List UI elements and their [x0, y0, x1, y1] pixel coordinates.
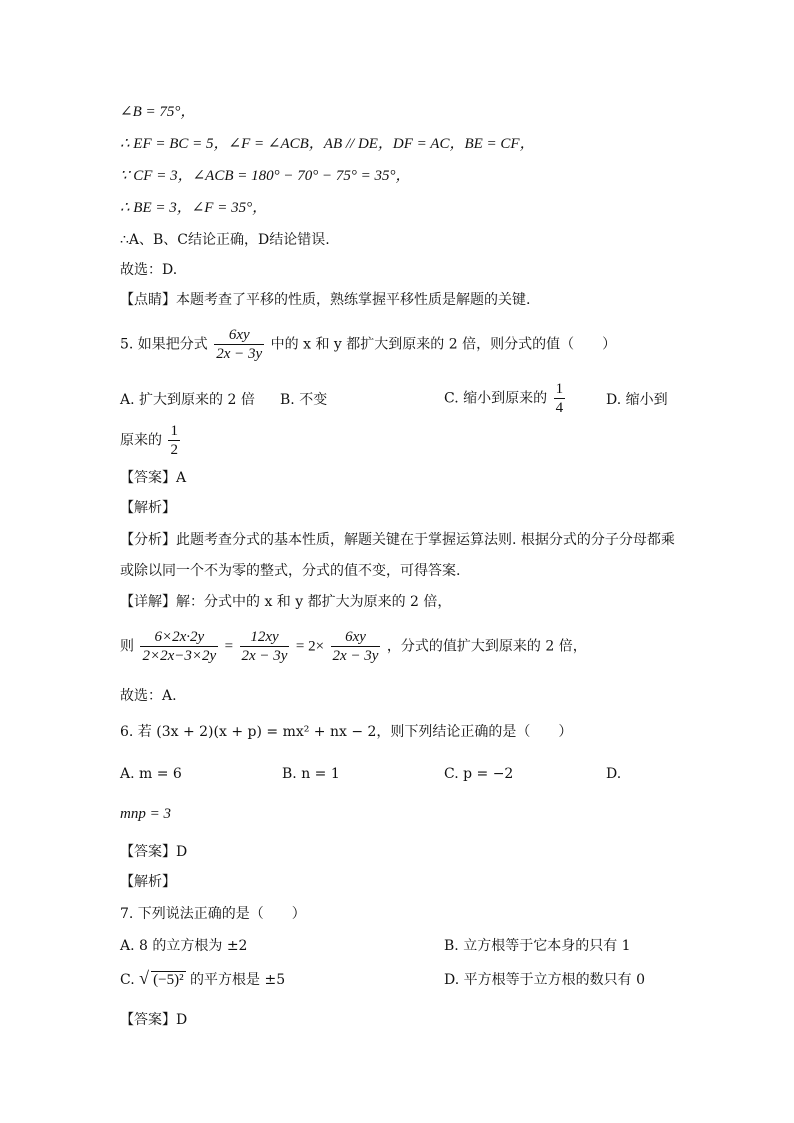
q5-eq-f3-num: 6xy	[331, 628, 381, 647]
q5-eq-prefix: 则	[120, 638, 134, 655]
q5-option-c-fraction	[554, 380, 566, 417]
q5-choose: 故选：A.	[120, 688, 177, 704]
q5-option-d-fraction	[168, 422, 180, 459]
q7-option-a: A. 8 的立方根为 ±2	[120, 938, 248, 954]
q5-option-d: D. 缩小到	[606, 392, 668, 408]
q5-option-c	[444, 380, 567, 417]
q7-option-c-radicand: (−5)²	[153, 972, 184, 988]
q5-eq-f1-den: 2×2x−3×2y	[142, 648, 217, 664]
q5-eq-f3-den: 2x − 3y	[332, 648, 379, 664]
q6-option-a: A. m = 6	[120, 766, 182, 782]
q5-option-a: A. 扩大到原来的 2 倍	[120, 392, 255, 408]
q6-analysis: 【解析】	[120, 874, 176, 890]
q6-stem: 6. 若 (3x + 2)(x + p) = mx² + nx − 2，则下列结论正确的是（ ）	[120, 724, 573, 740]
q5-answer: 【答案】A	[120, 470, 187, 486]
q7-option-c-prefix: C.	[120, 972, 135, 988]
q5-eq-fraction-1	[140, 628, 218, 665]
q5-fenxi-1: 【分析】此题考查分式的基本性质，解题关键在于掌握运算法则. 根据分式的分子分母都乘	[120, 532, 675, 548]
q7-stem: 7. 下列说法正确的是（ ）	[120, 906, 306, 922]
q5-option-d-den: 2	[170, 442, 178, 458]
line-ef-bc: ∴ EF = BC = 5，∠F = ∠ACB，AB // DE，DF = AC，BE = CF，	[120, 136, 535, 152]
q5-eq-fraction-2	[240, 628, 290, 665]
line-conclusion: ∴A、B、C结论正确，D结论错误.	[120, 232, 330, 248]
sqrt-symbol-icon: √	[139, 968, 150, 988]
q5-stem	[120, 326, 616, 363]
q5-option-c-num: 1	[555, 381, 564, 397]
line-choose-d: 故选：D.	[120, 262, 178, 278]
line-dianjing: 【点睛】本题考查了平移的性质，熟练掌握平移性质是解题的关键.	[120, 292, 531, 308]
q5-option-d-cont	[120, 422, 182, 459]
q5-eq-equals-1: =	[224, 638, 234, 655]
line-angle-b: ∠B = 75°，	[120, 104, 196, 120]
q5-eq-f2-den: 2x − 3y	[241, 648, 288, 664]
q5-eq-f1-num: 6×2x·2y	[140, 628, 218, 647]
q5-fenxi-2: 或除以同一个不为零的整式，分式的值不变，可得答案.	[120, 563, 461, 579]
q5-frac-num: 6xy	[214, 326, 264, 345]
q6-option-b: B. n = 1	[282, 766, 340, 782]
line-cf: ∵ CF = 3，∠ACB = 180° − 70° − 75° = 35°，	[120, 168, 411, 184]
q6-option-d: D.	[606, 766, 622, 782]
q7-option-c-sqrt	[139, 970, 185, 990]
q5-fraction	[214, 326, 264, 363]
q5-analysis: 【解析】	[120, 500, 176, 516]
q7-option-c-suffix: 的平方根是 ±5	[190, 972, 286, 988]
q6-answer: 【答案】D	[120, 844, 188, 860]
line-be: ∴ BE = 3，∠F = 35°，	[120, 200, 268, 216]
q5-eq-equals-2: = 2×	[295, 638, 325, 655]
q5-option-c-den: 4	[555, 400, 564, 416]
q7-option-b: B. 立方根等于它本身的只有 1	[444, 938, 631, 954]
q5-eq-suffix: ，分式的值扩大到原来的 2 倍，	[386, 638, 587, 655]
q5-eq-fraction-3	[331, 628, 381, 665]
q7-option-d: D. 平方根等于立方根的数只有 0	[444, 972, 645, 988]
q5-equation	[120, 628, 587, 665]
q5-suffix: 中的 x 和 y 都扩大到原来的 2 倍，则分式的值（ ）	[270, 336, 617, 353]
q7-option-c	[120, 970, 285, 990]
q5-prefix: 5. 如果把分式	[120, 336, 208, 353]
q5-option-d-cont-text: 原来的	[120, 432, 162, 449]
q5-xiangjie: 【详解】解：分式中的 x 和 y 都扩大为原来的 2 倍，	[120, 594, 452, 610]
q5-frac-den: 2x − 3y	[216, 346, 263, 362]
q5-option-c-text: C. 缩小到原来的	[444, 390, 548, 407]
q6-option-c: C. p = −2	[444, 766, 514, 782]
q6-option-d-cont: mnp = 3	[120, 806, 171, 822]
q7-answer: 【答案】D	[120, 1012, 188, 1028]
q5-option-d-num: 1	[170, 423, 178, 439]
q5-option-b: B. 不变	[280, 392, 328, 408]
q5-eq-f2-num: 12xy	[240, 628, 290, 647]
